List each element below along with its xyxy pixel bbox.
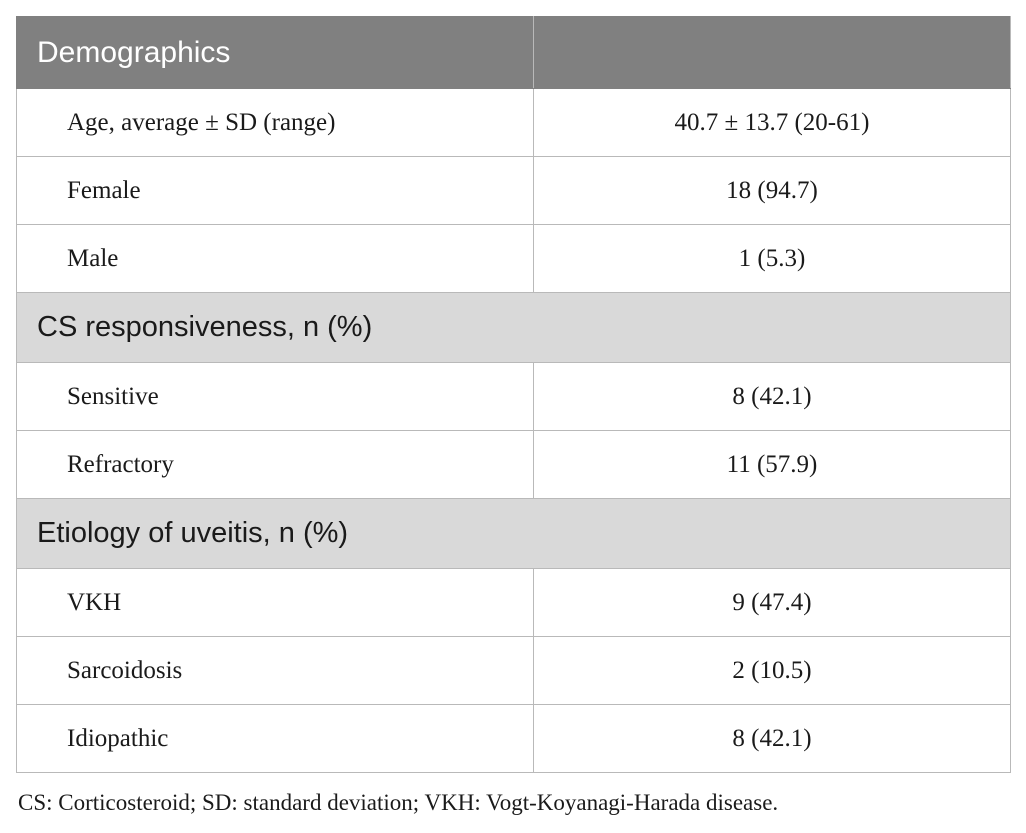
header-cell-empty bbox=[534, 17, 1011, 89]
table-header-row bbox=[17, 17, 1011, 89]
row-value: 1 (5.3) bbox=[534, 225, 1011, 293]
row-label: Sensitive bbox=[17, 363, 534, 431]
row-label: Age, average ± SD (range) bbox=[17, 89, 534, 157]
table-footnote: CS: Corticosteroid; SD: standard deviation; VKH: Vogt-Koyanagi-Harada disease. bbox=[18, 790, 779, 815]
section-header-etiology: Etiology of uveitis, n (%) bbox=[17, 499, 1011, 569]
row-label: Sarcoidosis bbox=[17, 637, 534, 705]
row-value: 40.7 ± 13.7 (20-61) bbox=[534, 89, 1011, 157]
row-label: Idiopathic bbox=[17, 705, 534, 773]
row-value: 8 (42.1) bbox=[534, 363, 1011, 431]
section-header-row bbox=[17, 293, 1011, 363]
section-header-cs-responsiveness: CS responsiveness, n (%) bbox=[17, 293, 1011, 363]
row-value: 11 (57.9) bbox=[534, 431, 1011, 499]
header-cell-demographics: Demographics bbox=[17, 17, 534, 89]
table-row bbox=[17, 705, 1011, 773]
row-value: 8 (42.1) bbox=[534, 705, 1011, 773]
table-row bbox=[17, 569, 1011, 637]
demographics-table bbox=[16, 16, 1011, 773]
demographics-table-container bbox=[16, 16, 1010, 773]
row-label: Female bbox=[17, 157, 534, 225]
table-row bbox=[17, 431, 1011, 499]
row-label: VKH bbox=[17, 569, 534, 637]
table-row bbox=[17, 89, 1011, 157]
row-label: Male bbox=[17, 225, 534, 293]
row-label: Refractory bbox=[17, 431, 534, 499]
row-value: 2 (10.5) bbox=[534, 637, 1011, 705]
row-value: 18 (94.7) bbox=[534, 157, 1011, 225]
row-value: 9 (47.4) bbox=[534, 569, 1011, 637]
table-row bbox=[17, 225, 1011, 293]
section-header-row bbox=[17, 499, 1011, 569]
table-row bbox=[17, 157, 1011, 225]
table-row bbox=[17, 363, 1011, 431]
table-row bbox=[17, 637, 1011, 705]
